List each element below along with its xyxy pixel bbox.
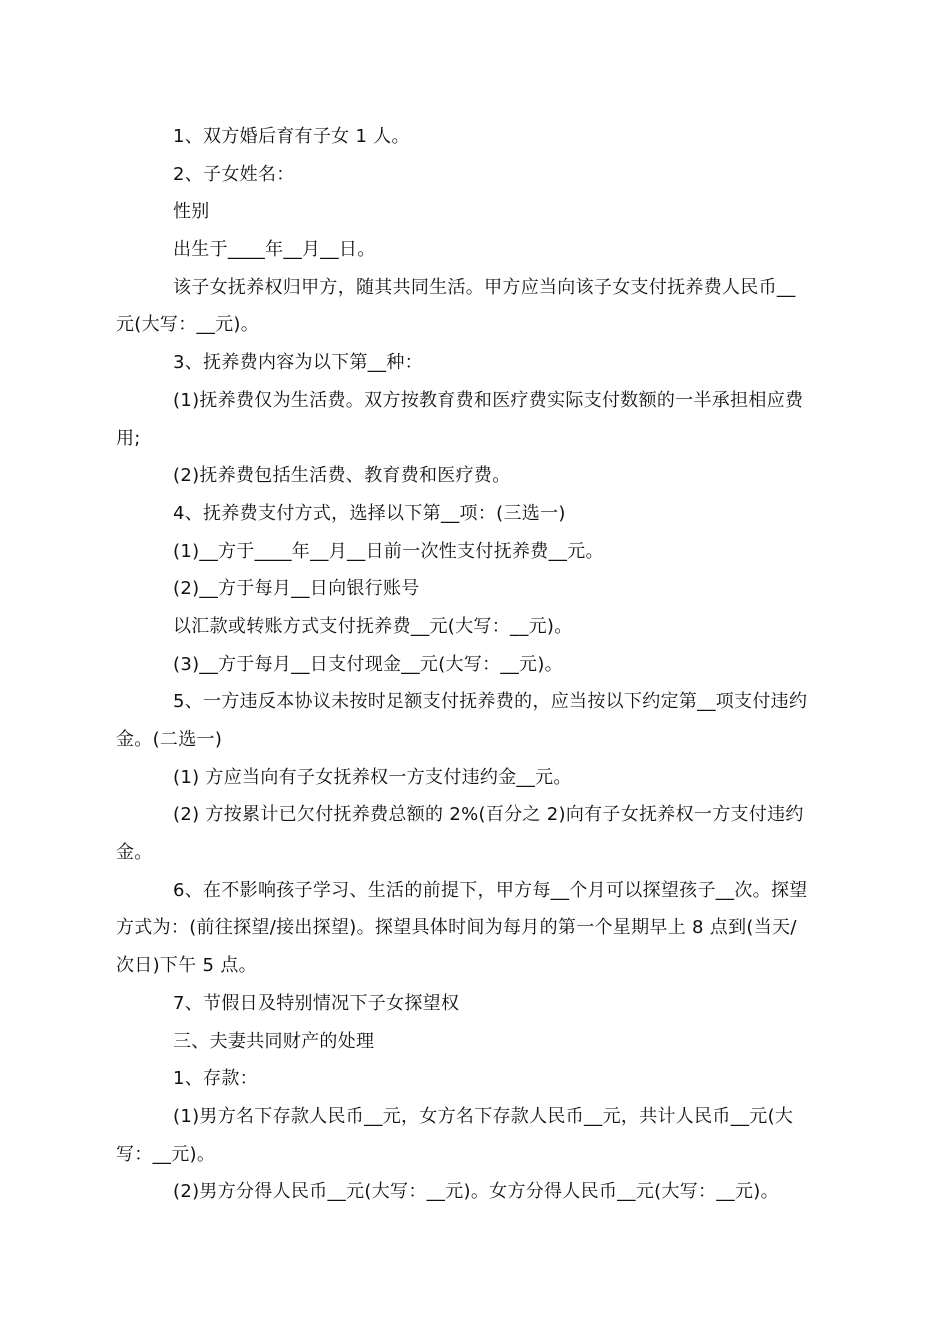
document-line: 方式为：(前往探望/接出探望)。探望具体时间为每月的第一个星期早上 8 点到(当天/ <box>116 917 797 939</box>
document-line: 4、抚养费支付方式，选择以下第__项：(三选一) <box>173 502 566 524</box>
document-body <box>116 118 838 1211</box>
document-line: 金。(二选一) <box>116 729 223 750</box>
document-line: 三、夫妻共同财产的处理 <box>173 1030 375 1052</box>
document-line: 写：__元)。 <box>116 1143 216 1165</box>
document-line: (2)__方于每月__日向银行账号 <box>173 578 420 600</box>
document-line: 2、子女姓名： <box>173 163 295 185</box>
document-line: (1) 方应当向有子女抚养权一方支付违约金__元。 <box>173 766 572 788</box>
document-line: 金。 <box>116 842 153 864</box>
document-line: 出生于____年__月__日。 <box>173 239 376 261</box>
document-line: 7、节假日及特别情况下子女探望权 <box>173 992 460 1014</box>
document-line: 1、双方婚后育有子女 1 人。 <box>173 126 410 147</box>
document-line: (1)抚养费仅为生活费。双方按教育费和医疗费实际支付数额的一半承担相应费 <box>173 389 804 411</box>
document-line: 6、在不影响孩子学习、生活的前提下，甲方每__个月可以探望孩子__次。探望 <box>173 879 808 901</box>
document-line: (2)男方分得人民币__元(大写：__元)。女方分得人民币__元(大写：__元)。 <box>173 1181 779 1203</box>
document-line: 1、存款： <box>173 1068 258 1090</box>
document-line: 5、一方违反本协议未按时足额支付抚养费的，应当按以下约定第__项支付违约 <box>173 691 808 713</box>
document-line: (1)__方于____年__月__日前一次性支付抚养费__元。 <box>173 540 604 562</box>
document-line: 用; <box>116 427 141 449</box>
document-line: (2) 方按累计已欠付抚养费总额的 2%(百分之 2)向有子女抚养权一方支付违约 <box>173 804 804 826</box>
document-line: (3)__方于每月__日支付现金__元(大写：__元)。 <box>173 653 563 675</box>
document-line: 元(大写：__元)。 <box>116 314 260 336</box>
document-line: (1)男方名下存款人民币__元，女方名下存款人民币__元，共计人民币__元(大 <box>173 1105 794 1127</box>
document-line: 3、抚养费内容为以下第__种： <box>173 352 423 374</box>
document-line: (2)抚养费包括生活费、教育费和医疗费。 <box>173 465 511 487</box>
document-line: 性别 <box>173 201 210 223</box>
document-line: 该子女抚养权归甲方，随其共同生活。甲方应当向该子女支付抚养费人民币__ <box>173 276 796 298</box>
document-line: 以汇款或转账方式支付抚养费__元(大写：__元)。 <box>173 615 573 637</box>
document-line: 次日)下午 5 点。 <box>116 955 257 977</box>
